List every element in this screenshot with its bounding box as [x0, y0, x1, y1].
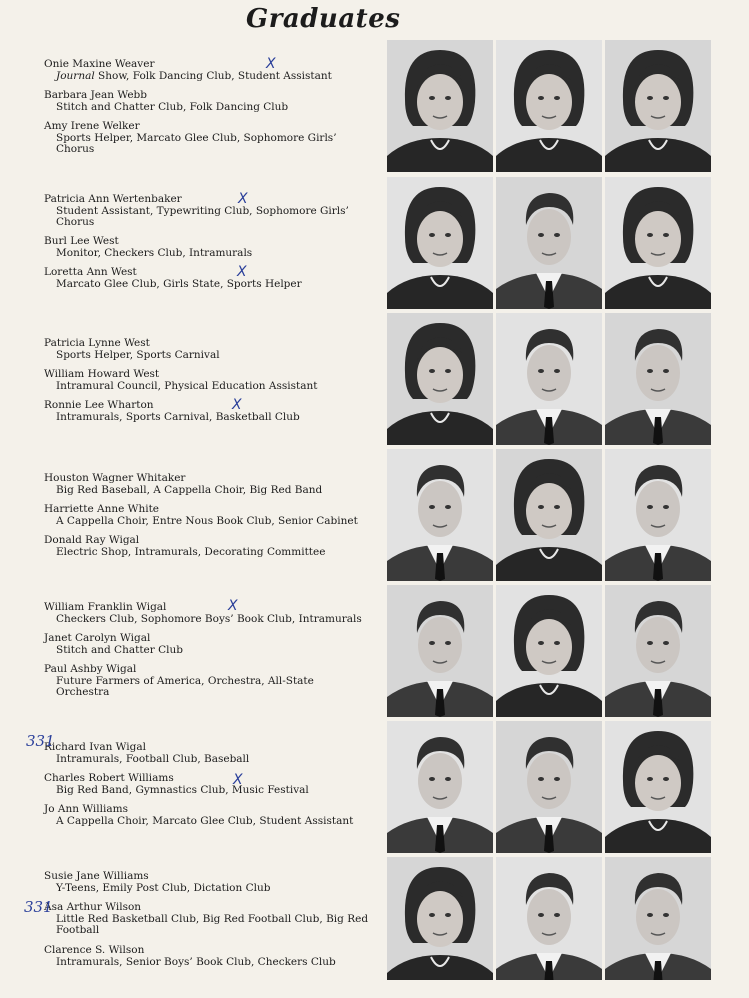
- graduate-entry: [44, 742, 369, 765]
- graduate-name: Onie Maxine Weaver: [44, 58, 155, 70]
- graduate-name: Ronnie Lee Wharton: [44, 399, 154, 411]
- graduate-entry: [44, 194, 369, 229]
- graduate-entry: [44, 504, 369, 527]
- graduate-name: William Howard West: [44, 368, 160, 380]
- graduate-portrait: [605, 313, 711, 445]
- graduate-activities: Journal Show, Folk Dancing Club, Student Assistant: [56, 69, 332, 82]
- graduate-portrait: [496, 40, 602, 172]
- graduate-activities: Electric Shop, Intramurals, Decorating Committee: [56, 545, 326, 558]
- handwritten-page-number: 331: [26, 732, 55, 750]
- graduate-entry: [44, 871, 369, 894]
- graduate-entry: [44, 633, 369, 656]
- graduate-entry: [44, 121, 369, 156]
- graduate-portrait: [387, 857, 493, 980]
- graduate-portrait: [496, 585, 602, 717]
- graduate-activities: Intramurals, Football Club, Baseball: [56, 752, 250, 765]
- check-mark: X: [232, 397, 242, 413]
- graduate-name: Janet Carolyn Wigal: [44, 632, 151, 644]
- check-mark: X: [266, 56, 276, 72]
- graduate-portrait: [496, 313, 602, 445]
- graduate-activities: Intramurals, Sports Carnival, Basketball Club: [56, 410, 300, 423]
- graduate-entry: [44, 773, 369, 796]
- graduate-name: Charles Robert Williams: [44, 772, 174, 784]
- graduate-name: Patricia Lynne West: [44, 337, 150, 349]
- graduate-portrait: [496, 449, 602, 581]
- graduate-entry: [44, 602, 369, 625]
- graduate-portrait: [605, 857, 711, 980]
- graduate-name: Barbara Jean Webb: [44, 89, 147, 101]
- graduate-name: Susie Jane Williams: [44, 870, 149, 882]
- check-mark: X: [237, 264, 247, 280]
- graduate-activities: Intramurals, Senior Boys’ Book Club, Checkers Club: [56, 955, 336, 968]
- graduate-activities: Big Red Band, Gymnastics Club, Music Festival: [56, 783, 309, 796]
- graduate-portrait: [605, 721, 711, 853]
- graduate-name: Asa Arthur Wilson: [44, 901, 142, 913]
- graduate-activities: A Cappella Choir, Marcato Glee Club, Student Assistant: [56, 814, 354, 827]
- graduate-entry: [44, 236, 369, 259]
- handwritten-page-number: 331: [24, 898, 53, 916]
- graduate-entry: [44, 473, 369, 496]
- graduate-entry: [44, 59, 369, 82]
- graduate-entry: [44, 945, 369, 968]
- graduate-entry: [44, 90, 369, 113]
- graduate-name: Loretta Ann West: [44, 266, 137, 278]
- graduate-portrait: [387, 585, 493, 717]
- graduate-activities: Sports Helper, Sports Carnival: [56, 348, 220, 361]
- graduate-portrait: [605, 449, 711, 581]
- graduate-portrait: [496, 177, 602, 309]
- graduate-portrait: [387, 40, 493, 172]
- journal-italic: Journal: [56, 69, 95, 82]
- graduate-portrait: [387, 449, 493, 581]
- graduate-activities: A Cappella Choir, Entre Nous Book Club, Senior Cabinet: [56, 514, 358, 527]
- graduate-activities: Checkers Club, Sophomore Boys’ Book Club, Intramurals: [56, 612, 362, 625]
- graduate-name: Paul Ashby Wigal: [44, 663, 137, 675]
- graduate-name: Patricia Ann Wertenbaker: [44, 193, 182, 205]
- graduate-name: Clarence S. Wilson: [44, 944, 145, 956]
- graduate-name: Jo Ann Williams: [44, 803, 128, 815]
- graduate-name: William Franklin Wigal: [44, 601, 167, 613]
- graduate-entry: [44, 267, 369, 290]
- graduate-entry: [44, 664, 369, 699]
- graduate-entry: [44, 338, 369, 361]
- check-mark: X: [233, 772, 243, 788]
- graduate-entry: [44, 902, 369, 937]
- graduate-name: Richard Ivan Wigal: [44, 741, 146, 753]
- graduate-entry: [44, 369, 369, 392]
- graduate-name: Houston Wagner Whitaker: [44, 472, 186, 484]
- graduate-activities: Sports Helper, Marcato Glee Club, Sophomore Girls’ Chorus: [56, 131, 337, 155]
- check-mark: X: [238, 191, 248, 207]
- graduate-portrait: [387, 721, 493, 853]
- graduate-portrait: [387, 177, 493, 309]
- graduate-portrait: [496, 857, 602, 980]
- graduate-activities: Intramural Council, Physical Education Assistant: [56, 379, 318, 392]
- graduate-name: Harriette Anne White: [44, 503, 160, 515]
- graduate-activities: Y-Teens, Emily Post Club, Dictation Club: [56, 881, 271, 894]
- graduate-name: Amy Irene Welker: [44, 120, 140, 132]
- graduate-entry: [44, 535, 369, 558]
- graduate-portrait: [605, 40, 711, 172]
- graduate-portrait: [605, 585, 711, 717]
- check-mark: X: [228, 598, 238, 614]
- portrait-grid: [387, 40, 712, 998]
- graduate-activities: Stitch and Chatter Club, Folk Dancing Club: [56, 100, 289, 113]
- graduate-activities: Monitor, Checkers Club, Intramurals: [56, 246, 253, 259]
- graduate-activities: Marcato Glee Club, Girls State, Sports Helper: [56, 277, 302, 290]
- graduate-portrait: [496, 721, 602, 853]
- graduate-entry: [44, 804, 369, 827]
- graduate-activities: Future Farmers of America, Orchestra, All-State Orchestra: [56, 674, 314, 698]
- page-title: Graduates: [246, 4, 401, 34]
- graduate-activities: Big Red Baseball, A Cappella Choir, Big Red Band: [56, 483, 323, 496]
- graduate-name: Burl Lee West: [44, 235, 119, 247]
- graduate-portrait: [605, 177, 711, 309]
- graduate-activities: Little Red Basketball Club, Big Red Football Club, Big Red Football: [56, 912, 369, 936]
- graduate-activities: Student Assistant, Typewriting Club, Sophomore Girls’ Chorus: [56, 204, 349, 228]
- graduate-name: Donald Ray Wigal: [44, 534, 140, 546]
- graduate-activities: Stitch and Chatter Club: [56, 643, 183, 656]
- graduate-portrait: [387, 313, 493, 445]
- graduate-entry: [44, 400, 369, 423]
